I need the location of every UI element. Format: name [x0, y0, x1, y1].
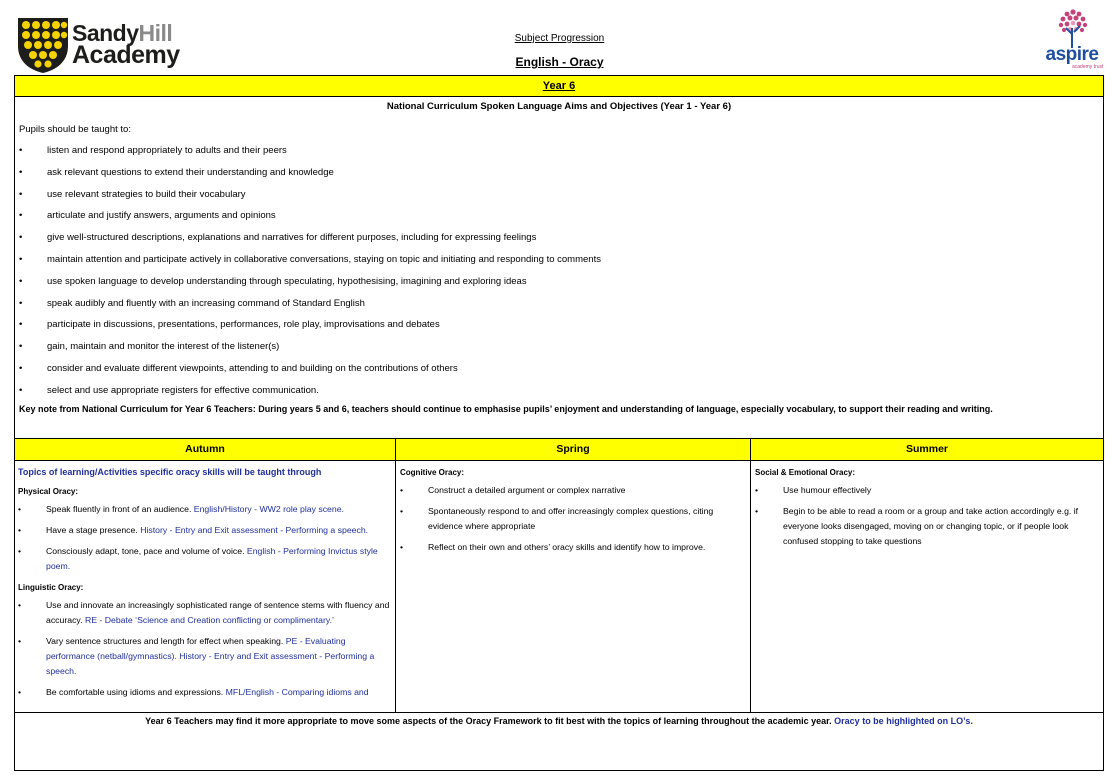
key-note: Key note from National Curriculum for Year 6 Teachers: During years 5 and 6, teachers should continue to emphasise pupils’ enjoyment and understanding of language, especially vocabulary, to support their reading and writing. — [19, 404, 993, 414]
list-item: • Have a stage presence. History - Entry and Exit assessment - Performing a speech. — [18, 525, 369, 535]
footer-text: Year 6 Teachers may find it more appropriate to move some aspects of the Oracy Framework to fit best with the topics of learning throughout the academic year. — [145, 716, 832, 726]
footer-note — [14, 716, 1104, 726]
spring-column — [395, 461, 751, 713]
list-item: • Vary sentence structures and length for effect when speaking. PE - Evaluating performance (netball/gymnastics). History - Entry and Exit assessment - Performing a speech. — [18, 636, 375, 676]
list-item: • ask relevant questions to extend their understanding and knowledge — [19, 166, 334, 178]
spring-heading: Spring — [395, 438, 751, 461]
linguistic-oracy-heading: Linguistic Oracy: — [18, 583, 84, 592]
list-item: • Construct a detailed argument or complex narrative — [400, 485, 626, 495]
list-item: • select and use appropriate registers for effective communication. — [19, 384, 319, 396]
physical-oracy-list — [18, 502, 392, 574]
list-item: • consider and evaluate different viewpoints, attending to and building on the contributions of others — [19, 362, 458, 374]
list-item: • Use and innovate an increasingly sophisticated range of sentence stems with fluency and accuracy. RE - Debate ‘Science and Creation conflicting or complimentary.’ — [18, 600, 390, 625]
social-emotional-oracy-heading: Social & Emotional Oracy: — [755, 468, 856, 477]
aspire-logo — [1036, 6, 1108, 70]
list-item: • gain, maintain and monitor the interest of the listener(s) — [19, 341, 280, 353]
cognitive-oracy-list — [400, 483, 747, 555]
nc-title: National Curriculum Spoken Language Aims and Objectives (Year 1 - Year 6) — [386, 101, 732, 112]
year-label: Year 6 — [542, 80, 576, 92]
autumn-topic: Topics of learning/Activities specific oracy skills will be taught through — [18, 467, 322, 477]
list-item: • participate in discussions, presentations, performances, role play, improvisations and debates — [19, 319, 440, 331]
tree-icon — [1056, 6, 1090, 48]
physical-oracy-heading: Physical Oracy: — [18, 487, 79, 496]
linguistic-oracy-list — [18, 598, 392, 700]
list-item: • listen and respond appropriately to adults and their peers — [19, 145, 287, 156]
nc-intro: Pupils should be taught to: — [19, 124, 131, 135]
summer-column — [750, 461, 1104, 713]
list-item: • maintain attention and participate actively in collaborative conversations, staying on topic and initiating and responding to comments — [19, 253, 601, 265]
list-item: • speak audibly and fluently with an increasing command of Standard English — [19, 297, 365, 309]
year-bar — [14, 75, 1104, 97]
aspire-word: aspire — [1045, 44, 1099, 65]
summer-heading: Summer — [750, 438, 1104, 461]
footer-highlight: Oracy to be highlighted on LO’s. — [834, 716, 973, 726]
list-item: • Begin to be able to read a room or a group and take action accordingly e.g. if everyone looks disengaged, moving on or changing topic, or if people look confused stopping to take questions — [755, 506, 1079, 546]
aims-list — [19, 140, 1099, 402]
list-item: • Consciously adapt, tone, pace and volume of voice. English - Performing Invictus style poem. — [18, 546, 378, 571]
list-item: • articulate and justify answers, arguments and opinions — [19, 210, 276, 222]
list-item: • use spoken language to develop understanding through speculating, hypothesising, imagining and exploring ideas — [19, 275, 527, 287]
page-title: English - Oracy — [515, 55, 604, 69]
social-emotional-oracy-list — [755, 483, 1100, 549]
header-subtitle: Subject Progression — [514, 33, 605, 44]
aspire-tagline: academy trust — [1072, 64, 1104, 70]
list-item: • Speak fluently in front of an audience. English/History - WW2 role play scene. — [18, 504, 344, 514]
school-name-academy: Academy — [72, 41, 180, 69]
list-item: • Reflect on their own and others’ oracy skills and identify how to improve. — [400, 542, 706, 552]
list-item: • use relevant strategies to build their vocabulary — [19, 188, 246, 200]
school-name-hill: Hill — [138, 20, 173, 46]
school-name-sandy: Sandy — [72, 20, 139, 46]
list-item: • Be comfortable using idioms and expressions. MFL/English - Comparing idioms and — [18, 687, 369, 697]
list-item: • Use humour effectively — [755, 485, 872, 495]
autumn-heading: Autumn — [14, 438, 396, 461]
list-item: • Spontaneously respond to and offer increasingly complex questions, citing evidence where appropriate — [400, 506, 714, 531]
cognitive-oracy-heading: Cognitive Oracy: — [400, 468, 465, 477]
autumn-column — [14, 461, 396, 713]
list-item: • give well-structured descriptions, explanations and narratives for different purposes, including for expressing feelings — [19, 232, 537, 244]
